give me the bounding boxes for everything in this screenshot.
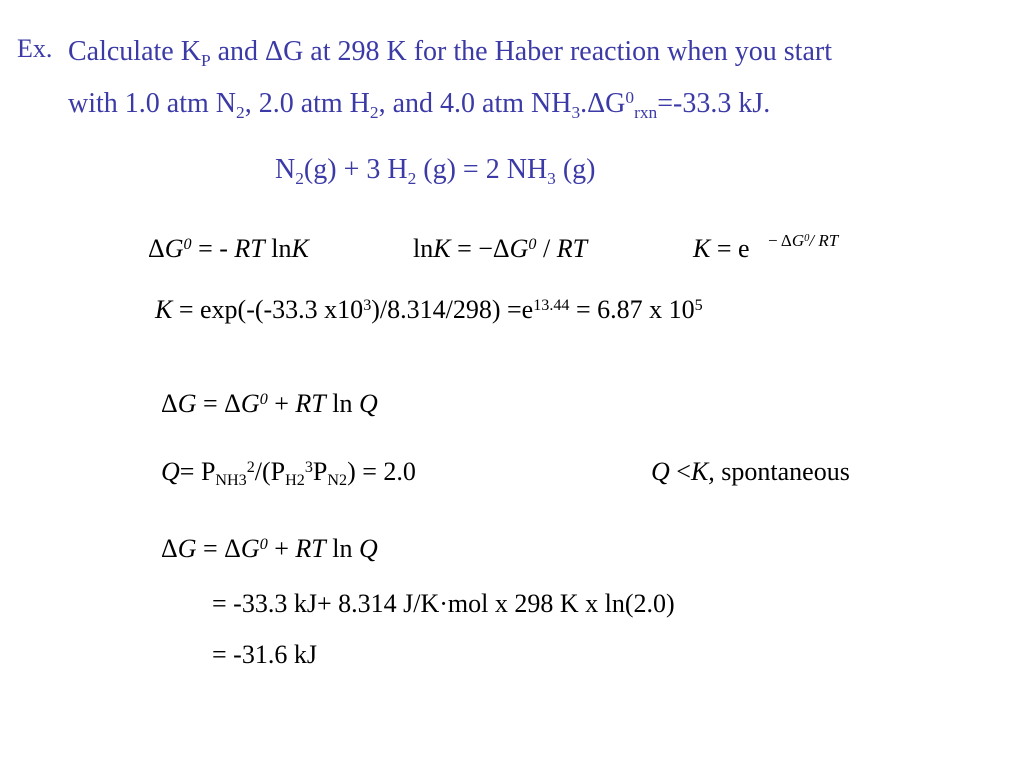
var-g: G [164, 234, 184, 263]
superscript: 0 [259, 535, 268, 553]
equation-delta-g-q-repeat [161, 536, 378, 562]
superscript: 0 [625, 88, 635, 108]
equation-q-value [161, 457, 416, 490]
subscript: 2 [369, 102, 379, 122]
calculation-result: = -31.6 kJ [212, 640, 317, 669]
eq-text: spontaneous [714, 457, 850, 486]
eq-text: ln [325, 534, 359, 563]
delta-symbol: Δ [161, 389, 178, 418]
example-label: Ex. [17, 34, 53, 63]
var-k: K [291, 234, 309, 263]
var-rt: RT [295, 389, 326, 418]
equation-delta-g-q [161, 391, 378, 417]
var-k: K [433, 234, 451, 263]
var-q: Q [359, 534, 378, 563]
subscript: 3 [571, 102, 581, 122]
superscript: 0 [183, 235, 192, 253]
problem-text: and [210, 36, 266, 67]
var-g: G [240, 534, 260, 563]
var-k: K [155, 295, 173, 324]
eq-text: ln [264, 234, 292, 263]
problem-text: , 2.0 atm H [244, 88, 370, 119]
delta-symbol: Δ [777, 231, 792, 250]
eq-text: / [536, 234, 557, 263]
delta-symbol: Δ [148, 234, 165, 263]
var-rt: RT [556, 234, 588, 263]
eq-text: = e [710, 234, 750, 263]
var-q: Q [359, 389, 378, 418]
superscript: 0 [259, 390, 268, 408]
var-q: Q [651, 457, 670, 486]
reaction-equation [275, 154, 596, 188]
problem-text: G at 298 K for the Haber reaction when you start [283, 36, 832, 67]
eq-text: )/8.314/298) =e [371, 295, 534, 324]
superscript: 0 [528, 235, 537, 253]
eq-text: = −Δ [450, 234, 510, 263]
problem-text: with 1.0 atm N [68, 88, 236, 119]
var-g: G [791, 231, 805, 250]
delta-symbol: Δ [265, 36, 284, 67]
eq-text: ) = 2.0 [347, 457, 416, 486]
var-rt: RT [234, 234, 265, 263]
problem-text: , and 4.0 atm NH [378, 88, 572, 119]
problem-text: =-33.3 kJ. [657, 88, 771, 119]
var-q: Q [161, 457, 180, 486]
var-rt: RT [818, 231, 839, 250]
eq-text: = Δ [196, 534, 241, 563]
eq-text: ln [413, 234, 434, 263]
problem-text: Calculate K [68, 36, 201, 67]
calculation-step: = -33.3 kJ+ 8.314 J/K·mol x 298 K x ln(2.0) [212, 589, 675, 618]
reaction-text: (g) = 2 NH [416, 154, 548, 185]
eq-text: / [809, 231, 819, 250]
subscript: H2 [285, 472, 305, 490]
subscript: 2 [407, 168, 417, 188]
subscript: P [200, 50, 211, 70]
reaction-text: N [275, 154, 296, 185]
problem-text: .ΔG [580, 88, 626, 119]
equation-k-value [155, 297, 703, 323]
subscript: rxn [634, 102, 658, 122]
reaction-text: (g) + 3 H [303, 154, 408, 185]
superscript: 13.44 [533, 296, 570, 314]
superscript: 5 [694, 296, 703, 314]
eq-text: < [669, 457, 691, 486]
equation-k-exponential [693, 236, 750, 262]
var-k: K, [690, 457, 715, 486]
superscript: 0 [804, 232, 810, 244]
var-g: G [240, 389, 260, 418]
subscript: 3 [547, 168, 556, 188]
spontaneous-conclusion [651, 459, 850, 485]
subscript: N2 [327, 472, 348, 490]
var-g: G [177, 534, 197, 563]
eq-text: P [312, 457, 328, 486]
problem-line-1 [68, 36, 832, 70]
equation-free-energy-k [148, 236, 309, 262]
subscript: 2 [236, 102, 245, 122]
problem-line-2 [68, 88, 771, 122]
eq-text: + [267, 389, 296, 418]
delta-symbol: Δ [161, 534, 178, 563]
equation-ln-k [413, 236, 587, 262]
var-rt: RT [295, 534, 326, 563]
eq-text: = exp(-(-33.3 x10 [172, 295, 364, 324]
eq-text: /(P [254, 457, 286, 486]
eq-text: = 6.87 x 10 [569, 295, 695, 324]
eq-text: + [267, 534, 296, 563]
eq-text: ln [325, 389, 359, 418]
eq-text: = P [179, 457, 216, 486]
subscript: NH3 [215, 472, 247, 490]
subscript: 2 [295, 168, 304, 188]
exponent-expression [768, 231, 838, 251]
eq-text: = - [191, 234, 235, 263]
var-g: G [509, 234, 529, 263]
var-k: K [693, 234, 711, 263]
superscript: 3 [304, 458, 313, 476]
superscript: 2 [246, 458, 255, 476]
var-g: G [177, 389, 197, 418]
superscript: 3 [363, 296, 372, 314]
eq-text: = Δ [196, 389, 241, 418]
reaction-text: (g) [555, 154, 596, 185]
eq-text: − [768, 231, 778, 250]
